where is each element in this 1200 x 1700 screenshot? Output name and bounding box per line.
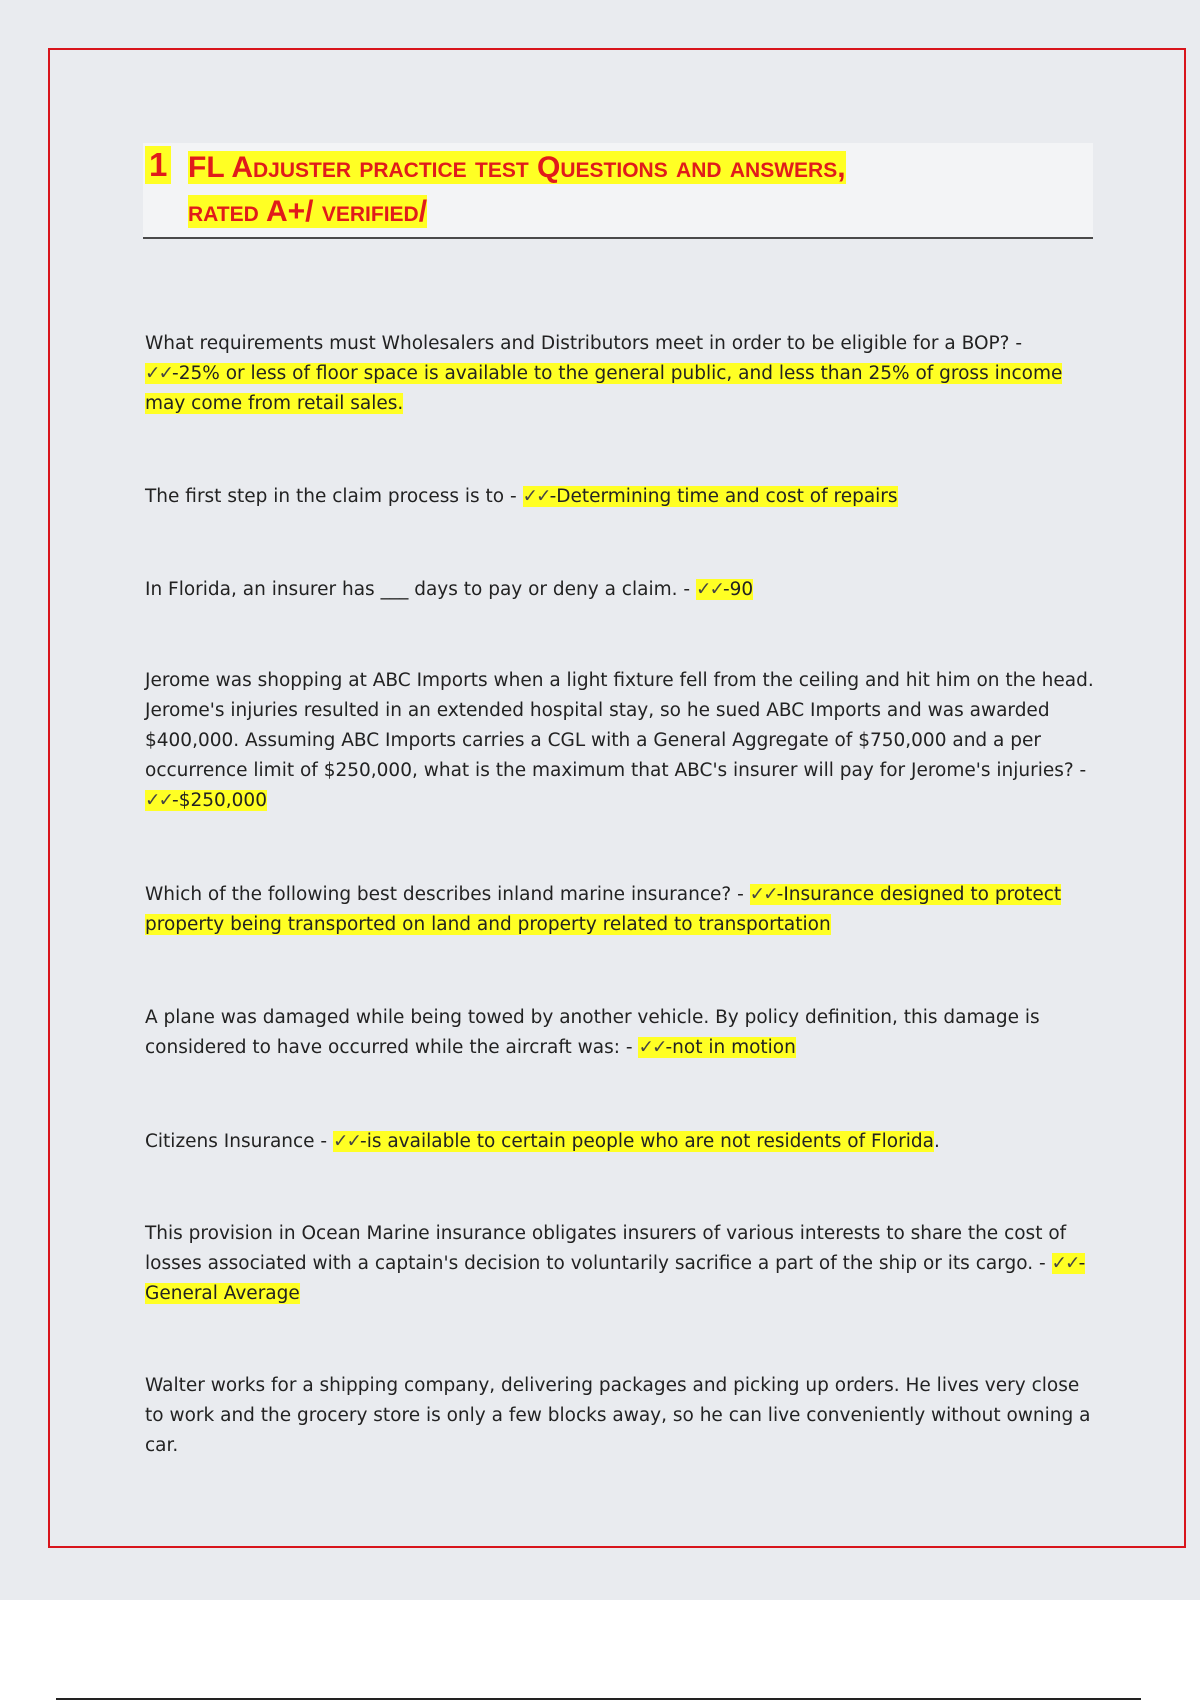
answer-text: -$250,000 <box>172 790 267 811</box>
qa-item <box>145 329 1095 419</box>
answer-text: -Determining time and cost of repairs <box>549 486 898 507</box>
question-text: This provision in Ocean Marine insurance obligates insurers of various interests to share the cost of losses associated with a captain's decision to voluntarily sacrifice a part of the ship or its cargo. - <box>145 1223 1067 1274</box>
answer-text: -not in motion <box>665 1037 796 1058</box>
question-text: The first step in the claim process is to - <box>145 486 523 507</box>
double-check-icon: ✓✓ <box>638 1037 666 1058</box>
question-text: Walter works for a shipping company, delivering packages and picking up orders. He lives very close to work and the grocery store is only a few blocks away, so he can live conveniently without owning a car. <box>145 1375 1091 1456</box>
question-text: What requirements must Wholesalers and Distributors meet in order to be eligible for a BOP? - <box>145 333 1023 354</box>
double-check-icon: ✓✓ <box>145 790 173 811</box>
answer-text: -General Average <box>145 1253 1086 1304</box>
question-text: In Florida, an insurer has ___ days to pay or deny a claim. - <box>145 579 696 600</box>
qa-item <box>145 880 1095 940</box>
double-check-icon: ✓✓ <box>522 486 550 507</box>
double-check-icon: ✓✓ <box>1051 1253 1079 1274</box>
double-check-icon: ✓✓ <box>695 579 723 600</box>
answer-highlight <box>523 486 898 507</box>
answer-text: -90 <box>722 579 754 600</box>
answer-highlight <box>696 579 753 600</box>
question-text: Which of the following best describes inland marine insurance? - <box>145 884 750 905</box>
double-check-icon: ✓✓ <box>333 1131 361 1152</box>
question-text: A plane was damaged while being towed by another vehicle. By policy definition, this damage is considered to have occurred while the aircraft was: - <box>145 1007 1040 1058</box>
heading-number: 1 <box>145 146 171 184</box>
qa-item <box>145 1003 1095 1063</box>
heading-line-1: FL Adjuster practice test Questions and answers, <box>188 151 846 184</box>
heading-line-2: rated A+/ verified/ <box>188 195 428 228</box>
answer-trailing: . <box>933 1131 940 1152</box>
question-text: Jerome was shopping at ABC Imports when a light fixture fell from the ceiling and hit him on the head. Jerome's injuries resulted in an extended hospital stay, so he sued ABC Imports and was awarded $400,000. Assuming ABC Imports carries a CGL with a General Aggregate of $750,000 and a per occurrence limit of $250,000, what is the maximum that ABC's insurer will pay for Jerome's injuries? - <box>145 670 1094 781</box>
document-heading <box>143 143 1093 239</box>
answer-text: -Insurance designed to protect property being transported on land and property related to transportation <box>145 884 1062 935</box>
heading-text <box>188 146 1078 234</box>
answer-highlight <box>145 363 1062 414</box>
qa-item <box>145 1127 1095 1157</box>
qa-item <box>145 575 1095 605</box>
answer-highlight <box>638 1037 795 1058</box>
double-check-icon: ✓✓ <box>749 884 777 905</box>
qa-item <box>145 666 1095 816</box>
double-check-icon: ✓✓ <box>145 363 173 384</box>
question-text: Citizens Insurance - <box>145 1131 333 1152</box>
qa-item <box>145 1219 1095 1309</box>
answer-highlight <box>333 1131 934 1152</box>
answer-text: -25% or less of floor space is available to the general public, and less than 25% of gross income may come from retail sales. <box>145 363 1063 414</box>
qa-item <box>145 482 1095 512</box>
qa-item <box>145 1371 1095 1461</box>
answer-text: -is available to certain people who are not residents of Florida <box>360 1131 934 1152</box>
answer-highlight <box>145 790 267 811</box>
